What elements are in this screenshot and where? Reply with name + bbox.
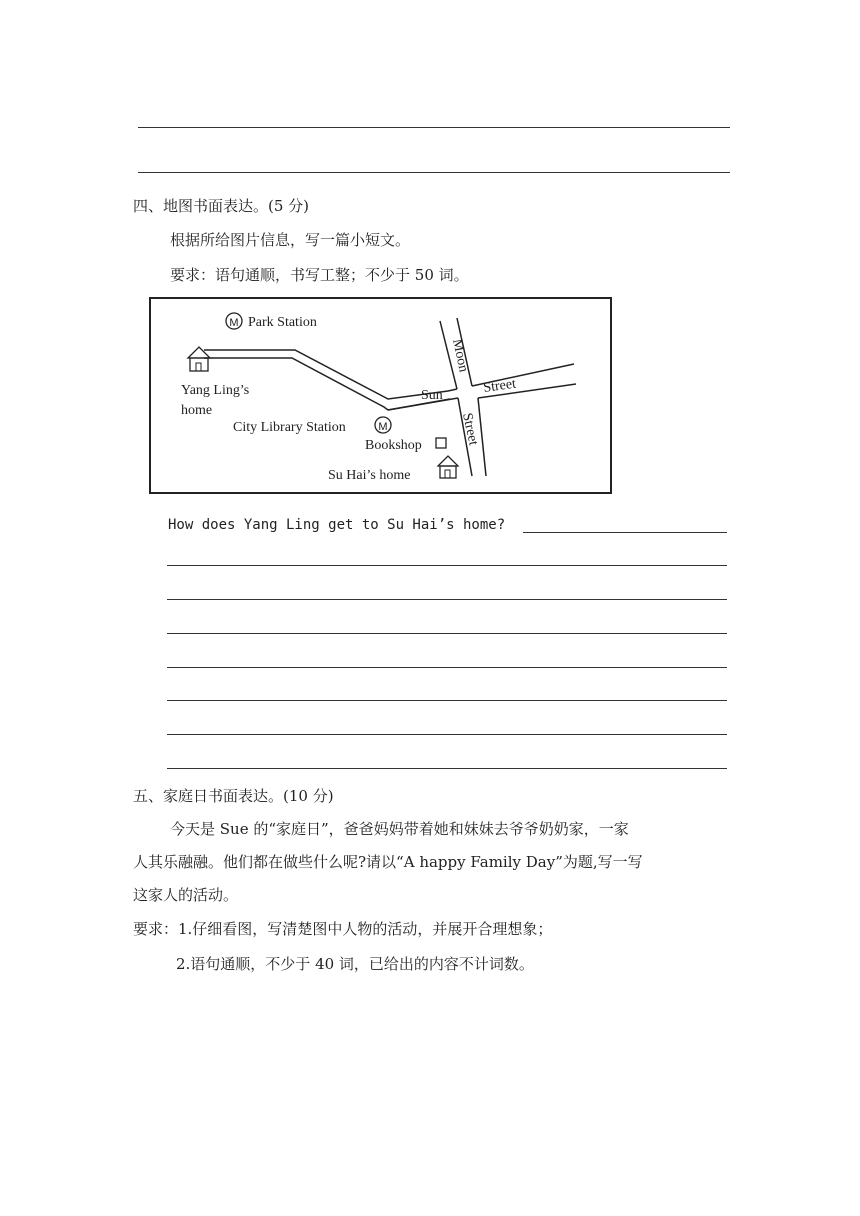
answer-line bbox=[138, 127, 730, 128]
route-map bbox=[148, 296, 614, 496]
section5-requirement-line: 要求：1.仔细看图，写清楚图中人物的活动，并展开合理想象； bbox=[133, 920, 553, 938]
answer-line bbox=[138, 172, 730, 173]
section4-requirement: 要求：语句通顺，书写工整；不少于 50 词。 bbox=[170, 266, 469, 284]
svg-text:M: M bbox=[378, 421, 388, 433]
answer-line bbox=[167, 633, 727, 634]
svg-text:M: M bbox=[229, 317, 239, 329]
section4-heading: 四、地图书面表达。(5 分) bbox=[133, 197, 310, 215]
sun-street-suffix: Street bbox=[482, 376, 517, 396]
section4-instruction: 根据所给图片信息，写一篇小短文。 bbox=[170, 231, 411, 249]
answer-line bbox=[167, 768, 727, 769]
city-library-station-label: City Library Station bbox=[233, 420, 346, 435]
section4-question: How does Yang Ling get to Su Hai’s home? bbox=[168, 517, 506, 533]
section5-paragraph-line: 这家人的活动。 bbox=[133, 886, 239, 904]
section5-paragraph-line: 人其乐融融。他们都在做些什么呢?请以“A happy Family Day”为题,写一写 bbox=[133, 853, 643, 871]
moon-street-suffix: Street bbox=[459, 411, 481, 447]
answer-line bbox=[167, 565, 727, 566]
section5-heading: 五、家庭日书面表达。(10 分) bbox=[133, 787, 334, 805]
moon-street-name: Moon bbox=[449, 337, 471, 374]
answer-line bbox=[167, 734, 727, 735]
answer-line bbox=[167, 700, 727, 701]
section5-paragraph-line: 今天是 Sue 的“家庭日”，爸爸妈妈带着她和妹妹去爷爷奶奶家，一家 bbox=[170, 820, 629, 838]
section5-requirement-line: 2.语句通顺，不少于 40 词，已给出的内容不计词数。 bbox=[176, 955, 534, 973]
answer-line bbox=[523, 532, 727, 533]
answer-line bbox=[167, 599, 727, 600]
su-hai-home-label: Su Hai’s home bbox=[328, 468, 411, 483]
sun-street-name: Sun bbox=[421, 388, 443, 403]
yang-ling-home-label-2: home bbox=[181, 403, 213, 418]
answer-line bbox=[167, 667, 727, 668]
bookshop-label: Bookshop bbox=[365, 438, 422, 453]
park-station-label: Park Station bbox=[248, 315, 317, 330]
yang-ling-home-label-1: Yang Ling’s bbox=[181, 383, 250, 398]
